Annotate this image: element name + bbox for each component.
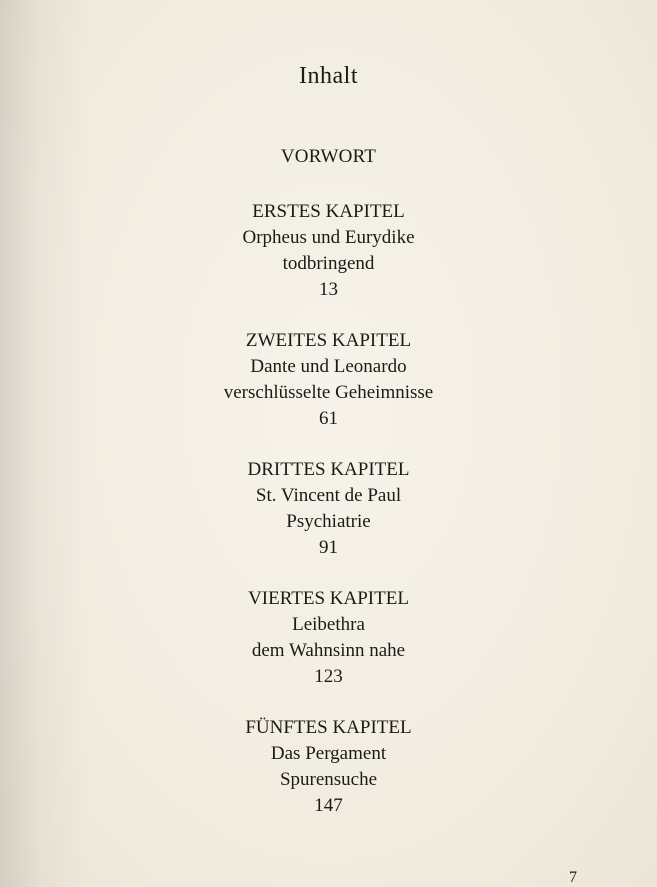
toc-chapter-3 xyxy=(0,457,657,561)
chapter-subtitle: Spurensuche xyxy=(279,769,378,790)
page-number: 7 xyxy=(569,869,577,886)
page-title: Inhalt xyxy=(299,63,358,89)
chapter-name: St. Vincent de Paul xyxy=(255,485,402,506)
toc-chapter-2 xyxy=(0,328,657,432)
chapter-page-number: 91 xyxy=(319,537,338,558)
chapter-page-number: 61 xyxy=(319,408,338,429)
chapter-heading: ZWEITES KAPITEL xyxy=(245,330,412,351)
chapter-page-number: 147 xyxy=(314,795,343,816)
chapter-subtitle: dem Wahnsinn nahe xyxy=(251,640,406,661)
chapter-subtitle: todbringend xyxy=(282,253,375,274)
toc-preface: VORWORT xyxy=(280,146,377,167)
chapter-page-number: 123 xyxy=(314,666,343,687)
toc-chapter-4 xyxy=(0,586,657,690)
toc-chapter-1 xyxy=(0,199,657,303)
chapter-heading: VIERTES KAPITEL xyxy=(248,588,409,609)
chapter-name: Dante und Leonardo xyxy=(250,356,407,377)
chapter-name: Leibethra xyxy=(292,614,365,635)
chapter-heading: DRITTES KAPITEL xyxy=(247,459,410,480)
chapter-subtitle: verschlüsselte Geheimnisse xyxy=(223,382,434,403)
chapter-name: Das Pergament xyxy=(270,743,387,764)
chapter-page-number: 13 xyxy=(319,279,338,300)
chapter-heading: FÜNFTES KAPITEL xyxy=(245,717,412,738)
chapter-subtitle: Psychiatrie xyxy=(286,511,371,532)
toc-chapter-5 xyxy=(0,715,657,819)
chapter-heading: ERSTES KAPITEL xyxy=(252,201,405,222)
chapter-name: Orpheus und Eurydike xyxy=(242,227,415,248)
